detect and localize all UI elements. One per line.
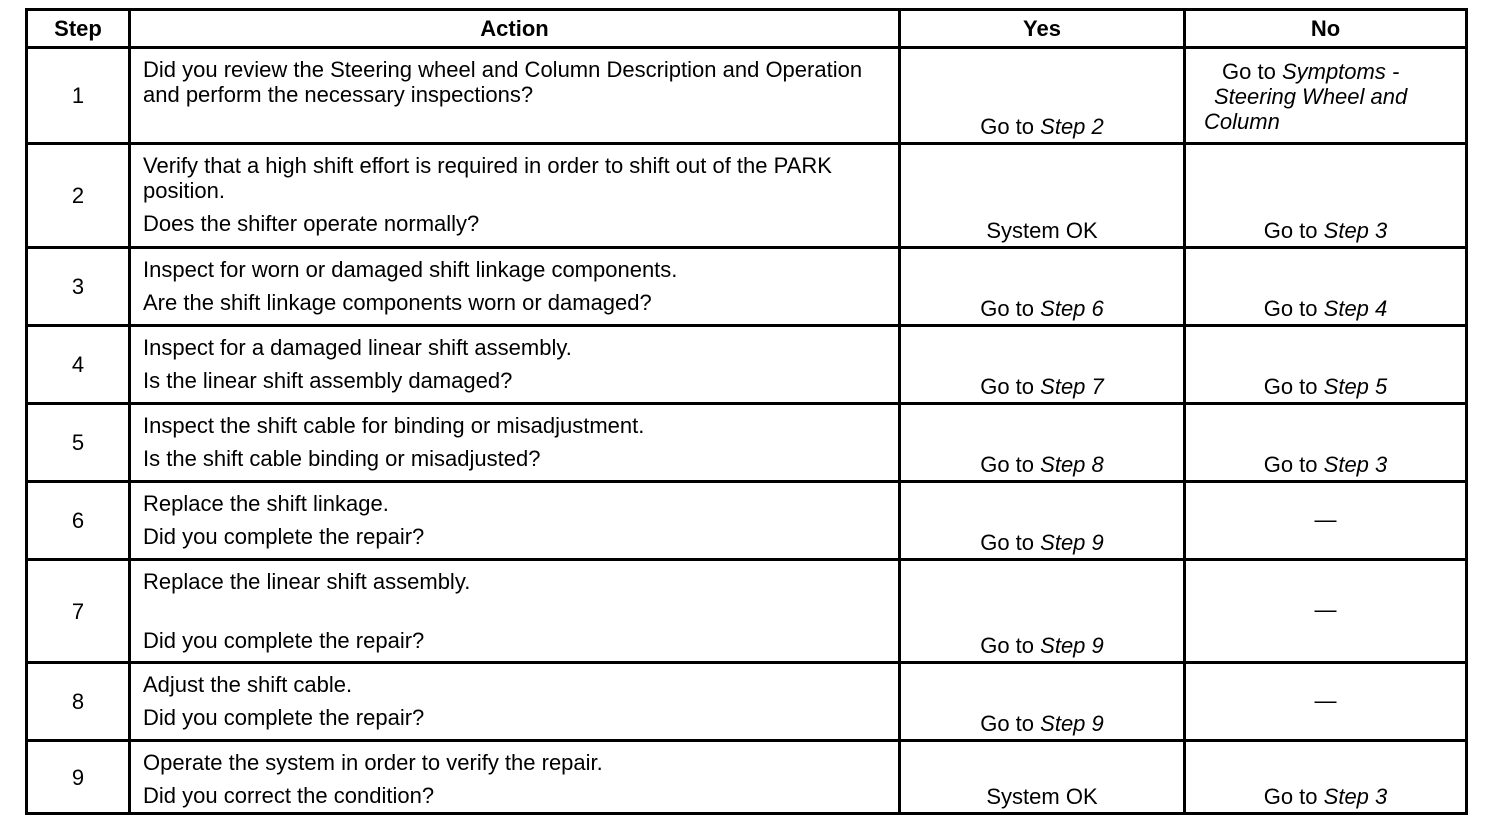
no-step-ref: Step 3 <box>1323 784 1388 809</box>
yes-step-ref: Step 2 <box>1040 114 1104 139</box>
action-cell <box>130 248 900 326</box>
no-cell <box>1185 248 1467 326</box>
yes-text: System OK <box>986 218 1098 243</box>
no-prefix: Go to <box>1263 296 1318 321</box>
step-number: 6 <box>27 482 130 560</box>
header-step: Step <box>27 10 130 48</box>
table-row <box>27 48 1467 144</box>
yes-prefix: Go to <box>980 114 1035 139</box>
yes-cell <box>900 741 1185 814</box>
yes-cell <box>900 560 1185 663</box>
header-action: Action <box>130 10 900 48</box>
no-step-ref: Step 4 <box>1323 296 1388 321</box>
action-cell <box>130 560 900 663</box>
no-step-ref: Step 5 <box>1323 374 1388 399</box>
action-cell <box>130 663 900 741</box>
action-text: Adjust the shift cable. <box>143 672 353 697</box>
action-question: Are the shift linkage components worn or damaged? <box>143 290 652 315</box>
yes-prefix: Go to <box>980 374 1035 399</box>
no-dash: — <box>1314 597 1337 622</box>
action-text: Verify that a high shift effort is required in order to shift out of the PARK position. <box>143 153 832 203</box>
step-number: 1 <box>27 48 130 144</box>
table-row <box>27 144 1467 248</box>
no-cell <box>1185 48 1467 144</box>
action-question: Does the shifter operate normally? <box>143 211 480 236</box>
yes-cell <box>900 404 1185 482</box>
action-text: Operate the system in order to verify the repair. <box>143 750 603 775</box>
action-cell <box>130 404 900 482</box>
yes-step-ref: Step 9 <box>1040 633 1104 658</box>
no-cell <box>1185 482 1467 560</box>
yes-step-ref: Step 9 <box>1040 711 1104 736</box>
table-row <box>27 663 1467 741</box>
action-cell <box>130 326 900 404</box>
yes-prefix: Go to <box>980 452 1035 477</box>
action-cell <box>130 48 900 144</box>
yes-step-ref: Step 8 <box>1040 452 1104 477</box>
action-question: Did you correct the condition? <box>143 783 435 808</box>
header-yes: Yes <box>900 10 1185 48</box>
no-cell <box>1185 741 1467 814</box>
action-text: Inspect for a damaged linear shift assembly. <box>143 335 572 360</box>
diagnostic-table <box>25 8 1468 815</box>
yes-cell <box>900 48 1185 144</box>
no-cell <box>1185 663 1467 741</box>
yes-cell <box>900 248 1185 326</box>
yes-cell <box>900 326 1185 404</box>
action-question: Is the shift cable binding or misadjusted? <box>143 446 541 471</box>
table-row <box>27 404 1467 482</box>
no-dash: — <box>1314 687 1337 713</box>
step-number: 2 <box>27 144 130 248</box>
yes-prefix: Go to <box>980 711 1035 736</box>
step-number: 3 <box>27 248 130 326</box>
yes-step-ref: Step 7 <box>1040 374 1104 399</box>
action-question: Is the linear shift assembly damaged? <box>143 368 513 393</box>
no-prefix: Go to <box>1222 59 1276 84</box>
yes-text: System OK <box>986 784 1098 809</box>
table-row <box>27 560 1467 663</box>
yes-prefix: Go to <box>980 296 1035 321</box>
action-question: Did you complete the repair? <box>143 524 425 549</box>
action-text: Replace the linear shift assembly. <box>143 569 471 594</box>
no-cell <box>1185 560 1467 663</box>
no-ref-line2: Steering Wheel and <box>1214 84 1408 109</box>
action-question: Did you complete the repair? <box>143 705 425 730</box>
no-cell <box>1185 326 1467 404</box>
action-cell <box>130 482 900 560</box>
no-dash: — <box>1314 506 1337 532</box>
no-step-ref: Step 3 <box>1323 218 1388 243</box>
action-cell <box>130 144 900 248</box>
yes-cell <box>900 482 1185 560</box>
action-question: Did you complete the repair? <box>143 628 425 653</box>
action-text: Did you review the Steering wheel and Column Description and Operation and perform the necessary inspections? <box>143 57 863 107</box>
yes-step-ref: Step 9 <box>1040 530 1104 555</box>
no-prefix: Go to <box>1263 218 1318 243</box>
step-number: 8 <box>27 663 130 741</box>
no-prefix: Go to <box>1263 452 1318 477</box>
yes-prefix: Go to <box>980 633 1035 658</box>
step-number: 7 <box>27 560 130 663</box>
table-row <box>27 741 1467 814</box>
no-ref-symptoms: Symptoms - <box>1281 59 1400 84</box>
step-number: 9 <box>27 741 130 814</box>
no-cell <box>1185 404 1467 482</box>
yes-step-ref: Step 6 <box>1040 296 1104 321</box>
header-row <box>27 10 1467 48</box>
no-step-ref: Step 3 <box>1323 452 1388 477</box>
step-number: 4 <box>27 326 130 404</box>
yes-prefix: Go to <box>980 530 1035 555</box>
no-prefix: Go to <box>1263 784 1318 809</box>
table-row <box>27 326 1467 404</box>
action-text: Inspect the shift cable for binding or misadjustment. <box>143 413 645 438</box>
step-number: 5 <box>27 404 130 482</box>
yes-cell <box>900 663 1185 741</box>
no-cell <box>1185 144 1467 248</box>
action-text: Inspect for worn or damaged shift linkage components. <box>143 257 678 282</box>
table-row <box>27 482 1467 560</box>
yes-cell <box>900 144 1185 248</box>
action-cell <box>130 741 900 814</box>
table-row <box>27 248 1467 326</box>
no-prefix: Go to <box>1263 374 1318 399</box>
header-no: No <box>1185 10 1467 48</box>
action-text: Replace the shift linkage. <box>143 491 389 516</box>
no-ref-line3: Column <box>1204 109 1280 134</box>
